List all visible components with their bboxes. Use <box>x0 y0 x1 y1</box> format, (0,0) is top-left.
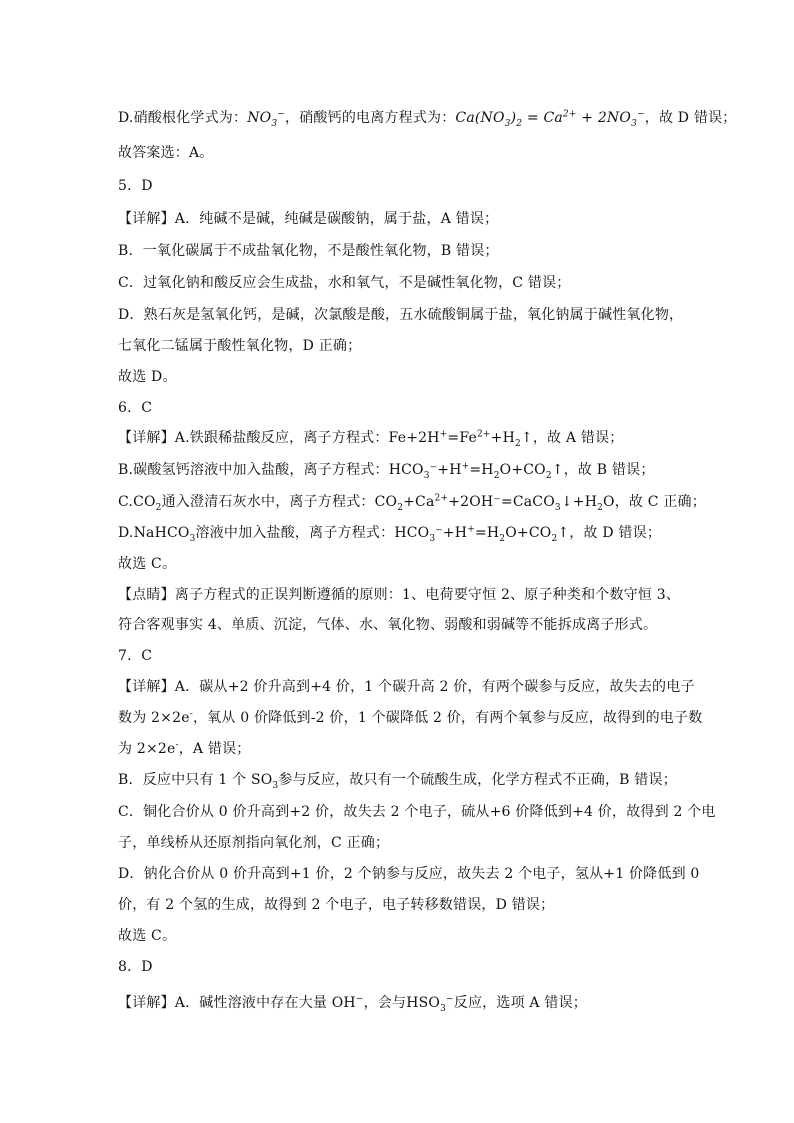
superscript: + <box>467 524 475 535</box>
answer-number <box>118 398 152 418</box>
text-run: =H <box>469 462 494 478</box>
text-run: O，故 C 正确； <box>603 494 706 510</box>
text-run: D.NaHCO <box>118 525 190 541</box>
text-run: O+CO <box>499 462 546 478</box>
text-run: + 2NO <box>576 110 632 126</box>
superscript: - <box>189 709 193 720</box>
text-run: ↓+H <box>560 494 598 510</box>
subscript: 2 <box>597 502 604 513</box>
text-run: 7．C <box>118 648 153 664</box>
text-line <box>118 108 736 128</box>
subscript: 3 <box>440 1003 447 1014</box>
text-run: +H <box>490 430 515 446</box>
text-line <box>118 802 716 822</box>
superscript: + <box>461 461 470 472</box>
text-line <box>118 770 677 790</box>
text-run: = Ca <box>522 110 563 126</box>
text-line <box>118 585 680 605</box>
text-line <box>118 305 683 325</box>
text-line <box>118 833 389 853</box>
text-run: 5．D <box>118 178 153 194</box>
text-run: B．一氧化碳属于不成盐氧化物，不是酸性氧化物，B 错误； <box>118 243 499 259</box>
text-run: 6．C <box>118 400 153 416</box>
text-run: ⁻+H <box>429 462 462 478</box>
text-line <box>118 460 655 480</box>
text-line <box>118 367 177 387</box>
superscript: + <box>439 429 448 440</box>
text-run: 参与反应，故只有一个硫酸生成，化学方程式不正确，B 错误； <box>278 772 677 788</box>
text-run: =Fe <box>447 430 477 446</box>
text-run: ) <box>510 110 517 126</box>
text-line <box>118 739 251 759</box>
superscript: − <box>637 109 645 120</box>
subscript: 3 <box>554 502 561 513</box>
text-run: C.CO <box>118 494 156 510</box>
text-run: C．过氧化钠和酸反应会生成盐，水和氧气，不是碱性氧化物，C 错误； <box>118 275 571 291</box>
text-run: ↑，故 A 错误； <box>520 430 624 446</box>
superscript: 2+ <box>562 109 577 120</box>
text-run: +2OH⁻=CaCO <box>448 494 555 510</box>
subscript: 3 <box>189 533 196 544</box>
text-run: D．钠化合价从 0 价升高到+1 价，2 个钠参与反应，故失去 2 个电子，氢从+1 价降低到 0 <box>118 866 700 882</box>
text-run: 8．D <box>118 959 153 975</box>
text-run: 【详解】A．纯碱不是碱，纯碱是碳酸钠，属于盐，A 错误； <box>118 211 499 227</box>
superscript: 2+ <box>434 493 449 504</box>
subscript: 2 <box>155 502 162 513</box>
subscript: 3 <box>271 118 278 129</box>
text-run: O+CO <box>505 525 552 541</box>
text-line <box>118 677 695 697</box>
text-run: ⁻+H <box>435 525 468 541</box>
text-line <box>118 523 661 543</box>
superscript: 2+ <box>476 429 491 440</box>
text-run: ，氧从 0 价降低到-2 价，1 个碳降低 2 价，有两个氧参与反应，故得到的电子数 <box>192 710 703 726</box>
text-run: +Ca <box>403 494 435 510</box>
text-line <box>118 492 706 512</box>
text-run: 子，单线桥从还原剂指向氧化剂，C 正确； <box>118 835 390 851</box>
text-run: ↑，故 D 错误； <box>557 525 662 541</box>
subscript: 2 <box>499 533 506 544</box>
text-line <box>118 864 700 884</box>
subscript: 2 <box>397 502 404 513</box>
text-run: 为 2×2e <box>118 741 176 757</box>
text-run: ↑，故 B 错误； <box>551 462 655 478</box>
text-line <box>118 993 587 1013</box>
text-line <box>118 895 554 915</box>
text-line <box>118 241 499 261</box>
superscript: − <box>355 994 364 1005</box>
text-run: D.硝酸根化学式为： <box>118 110 248 126</box>
text-run: ，A 错误； <box>178 741 251 757</box>
text-run: ，故 D 错误； <box>644 110 737 126</box>
text-run: 【详解】A．碱性溶液中存在大量 OH <box>118 995 356 1011</box>
text-run: ，硝酸钙的电离方程式为： <box>285 110 456 126</box>
text-run: 【点睛】离子方程式的正误判断遵循的原则：1、电荷要守恒 2、原子种类和个数守恒 3、 <box>118 587 681 603</box>
text-run: ，会与HSO <box>363 995 441 1011</box>
answer-number <box>118 957 153 977</box>
subscript: 2 <box>514 438 521 449</box>
subscript: 2 <box>516 118 523 129</box>
text-run: 故答案选：A。 <box>118 145 214 161</box>
text-line <box>118 143 214 163</box>
text-run: 通入澄清石灰水中，离子方程式：CO <box>161 494 398 510</box>
text-run: B.碳酸氢钙溶液中加入盐酸，离子方程式：HCO <box>118 462 424 478</box>
superscript: - <box>175 740 179 751</box>
text-run: 【详解】A．碳从+2 价升高到+4 价，1 个碳升高 2 价，有两个碳参与反应，故失去的电子 <box>118 679 695 695</box>
text-run: =H <box>474 525 500 541</box>
text-line <box>118 708 702 728</box>
superscript: − <box>446 994 454 1005</box>
subscript: 3 <box>504 118 511 129</box>
text-run: 故选 C。 <box>118 556 177 572</box>
text-line <box>118 209 498 229</box>
text-run: 七氧化二锰属于酸性氧化物，D 正确； <box>118 338 362 354</box>
text-line <box>118 336 361 356</box>
subscript: 2 <box>551 533 558 544</box>
text-run: C．铜化合价从 0 价升高到+2 价，故失去 2 个电子，硫从+6 价降低到+4 价，故得到 2 个电 <box>118 804 716 820</box>
text-run: NO <box>247 110 272 126</box>
subscript: 3 <box>423 470 430 481</box>
text-run: 【详解】A.铁跟稀盐酸反应，离子方程式：Fe+2H <box>118 430 440 446</box>
text-run: 溶液中加入盐酸，离子方程式：HCO <box>195 525 430 541</box>
answer-number <box>118 646 152 666</box>
text-run: B．反应中只有 1 个 SO <box>118 772 273 788</box>
text-run: 数为 2×2e <box>118 710 190 726</box>
text-run: 故选 D。 <box>118 369 177 385</box>
text-line <box>118 615 657 635</box>
text-line <box>118 428 623 448</box>
subscript: 3 <box>272 780 279 791</box>
superscript: − <box>277 109 286 120</box>
subscript: 3 <box>631 118 637 129</box>
text-line <box>118 554 176 574</box>
text-run: 反应，选项 A 错误； <box>453 995 587 1011</box>
text-run: D．熟石灰是氢氧化钙，是碱，次氯酸是酸，五水硫酸铜属于盐，氧化钠属于碱性氧化物， <box>118 307 684 323</box>
subscript: 2 <box>545 470 552 481</box>
text-line <box>118 926 176 946</box>
text-line <box>118 273 570 293</box>
text-run: Ca(NO <box>455 110 505 126</box>
text-run: 价，有 2 个氢的生成，故得到 2 个电子，电子转移数错误，D 错误； <box>118 897 555 913</box>
text-run: 故选 C。 <box>118 928 177 944</box>
subscript: 2 <box>493 470 500 481</box>
text-run: 符合客观事实 4、单质、沉淀，气体、水、氧化物、弱酸和弱碱等不能拆成离子形式。 <box>118 617 658 633</box>
subscript: 3 <box>429 533 436 544</box>
answer-number <box>118 176 153 196</box>
